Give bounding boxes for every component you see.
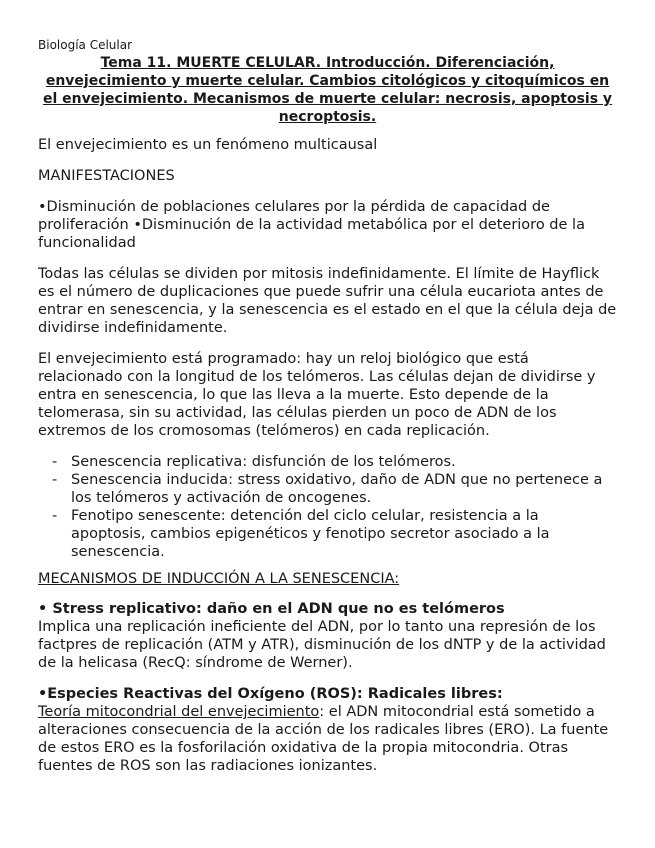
- page-title: Tema 11. MUERTE CELULAR. Introducción. Diferenciación, envejecimiento y muerte celular. Cambios citológicos y citoquímicos en el envejecimiento. Mecanismos de muerte celular: necrosis, apoptosis y necroptosis.: [42, 55, 613, 125]
- intro-text: El envejecimiento es un fenómeno multicausal: [38, 137, 378, 153]
- programmed-aging-paragraph: El envejecimiento está programado: hay un reloj biológico que está relacionado con la longitud de los telómeros. Las células dejan de dividirse y entra en senescencia, lo que las lleva a la muerte. Esto depende de la telomerasa, sin su actividad, las células pierden un poco de ADN de los extremos de los cromosomas (telómeros) en cada replicación.: [38, 351, 596, 439]
- hayflick-paragraph: Todas las células se dividen por mitosis indefinidamente. El límite de Hayflick es el número de duplicaciones que puede sufrir una célula eucariota antes de entrar en senescencia, y la senescencia es el estado en el que la célula deja de dividirse indefinidamente.: [38, 266, 617, 336]
- manifestations-heading: MANIFESTACIONES: [38, 168, 175, 184]
- ros-title: •Especies Reactivas del Oxígeno (ROS): Radicales libres:: [38, 686, 503, 702]
- list-item: - Fenotipo senescente: detención del ciclo celular, resistencia a la apoptosis, cambios epigenéticos y fenotipo secretor asociado a la senescencia.: [52, 507, 617, 561]
- senescence-types-list: [38, 453, 617, 561]
- subject-label: Biología Celular: [38, 38, 133, 52]
- manifestations-text: •Disminución de poblaciones celulares por la pérdida de capacidad de proliferación •Disminución de la actividad metabólica por el deterioro de la funcionalidad: [38, 199, 585, 251]
- replicative-stress-title: • Stress replicativo: daño en el ADN que no es telómeros: [38, 601, 505, 617]
- ros-section: [38, 685, 617, 775]
- ros-paragraph: [38, 703, 617, 775]
- mechanisms-heading: MECANISMOS DE INDUCCIÓN A LA SENESCENCIA:: [38, 571, 400, 587]
- replicative-stress-section: [38, 600, 617, 672]
- list-item: - Senescencia replicativa: disfunción de los telómeros.: [52, 453, 617, 471]
- list-item: - Senescencia inducida: stress oxidativo, daño de ADN que no pertenece a los telómeros y activación de oncogenes.: [52, 471, 617, 507]
- ros-text: : el ADN mitocondrial está sometido a alteraciones consecuencia de la acción de los radicales libres (ERO). La fuente de estos ERO es la fosforilación oxidativa de la propia mitocondria. Otras fuentes de ROS son las radiaciones ionizantes.: [38, 704, 609, 774]
- replicative-stress-text: Implica una replicación ineficiente del ADN, por lo tanto una represión de los factpres de replicación (ATM y ATR), disminución de los dNTP y de la actividad de la helicasa (RecQ: síndrome de Werner).: [38, 619, 606, 671]
- mitochondrial-theory-label: Teoría mitocondrial del envejecimiento: [38, 704, 320, 720]
